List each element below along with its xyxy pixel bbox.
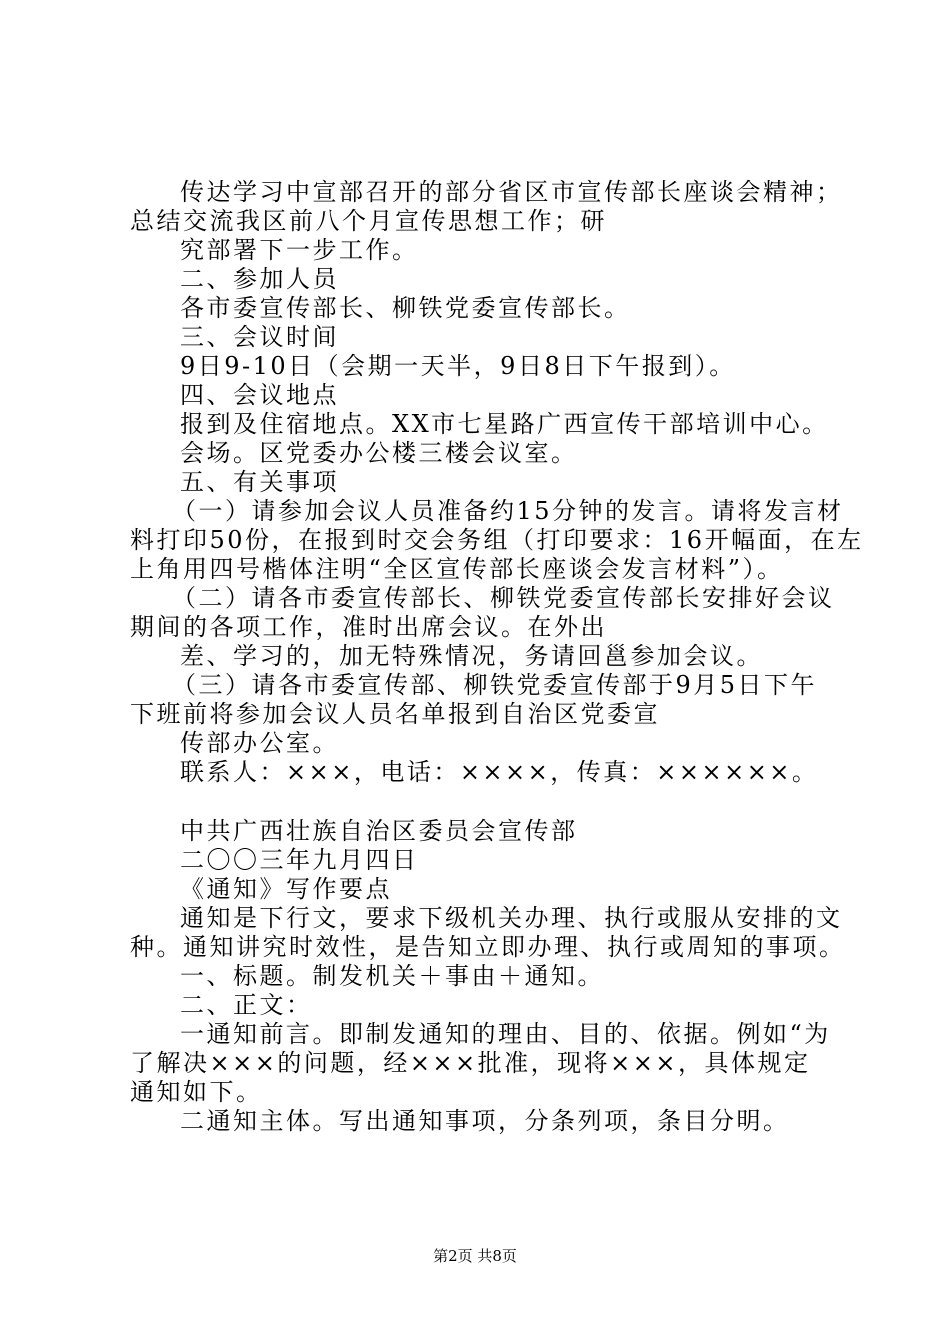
date-line: 二〇〇三年九月四日 xyxy=(180,846,419,874)
paragraph-line: 通知如下。 xyxy=(130,1078,263,1106)
paragraph-line: 种。通知讲究时效性，是告知立即办理、执行或周知的事项。 xyxy=(130,933,846,961)
paragraph-line: 料打印50份，在报到时交会务组（打印要求：16开幅面，在左 xyxy=(130,526,864,554)
paragraph-line: 下班前将参加会议人员名单报到自治区党委宣 xyxy=(130,700,660,728)
section-heading: 四、会议地点 xyxy=(180,381,339,409)
paragraph-line: （三）请各市委宣传部、柳铁党委宣传部于9月5日下午 xyxy=(172,671,818,699)
paragraph-line: 一通知前言。即制发通知的理由、目的、依据。例如“为 xyxy=(180,1020,831,1048)
paragraph-line: 了解决×××的问题，经×××批准，现将×××，具体规定 xyxy=(130,1049,811,1077)
paragraph-line: 究部署下一步工作。 xyxy=(180,236,419,264)
blank-line xyxy=(130,787,850,817)
paragraph-line: 一、标题。制发机关＋事由＋通知。 xyxy=(180,962,604,990)
paragraph-line: 上角用四号楷体注明“全区宣传部长座谈会发言材料”）。 xyxy=(130,555,784,583)
paragraph-line: 二、正文： xyxy=(180,991,313,1019)
paragraph-line: 二通知主体。写出通知事项，分条列项，条目分明。 xyxy=(180,1107,790,1135)
paragraph-line: 会场。区党委办公楼三楼会议室。 xyxy=(180,439,578,467)
page-number: 第2页 共8页 xyxy=(433,1247,517,1265)
issuer-line: 中共广西壮族自治区委员会宣传部 xyxy=(180,817,578,845)
paragraph-line: （一）请参加会议人员准备约15分钟的发言。请将发言材 xyxy=(172,497,844,525)
paragraph-line: 通知是下行文，要求下级机关办理、执行或服从安排的文 xyxy=(180,904,843,932)
paragraph-line: （二）请各市委宣传部长、柳铁党委宣传部长安排好会议 xyxy=(172,584,835,612)
section-heading: 《通知》写作要点 xyxy=(180,875,392,903)
section-heading: 三、会议时间 xyxy=(180,323,339,351)
contact-line: 联系人：×××，电话：××××，传真：××××××。 xyxy=(180,758,819,786)
paragraph-line: 各市委宣传部长、柳铁党委宣传部长。 xyxy=(180,294,631,322)
paragraph-line: 传达学习中宣部召开的部分省区市宣传部长座谈会精神； xyxy=(180,178,843,206)
paragraph-line: 报到及住宿地点。XX市七星路广西宣传干部培训中心。 xyxy=(180,410,829,438)
section-heading: 五、有关事项 xyxy=(180,468,339,496)
paragraph-line: 传部办公室。 xyxy=(180,729,339,757)
paragraph-line: 期间的各项工作，准时出席会议。在外出 xyxy=(130,613,607,641)
paragraph-line: 9日9-10日（会期一天半，9日8日下午报到）。 xyxy=(180,352,736,380)
document-body xyxy=(130,178,864,1136)
paragraph-line: 差、学习的，加无特殊情况，务请回邕参加会议。 xyxy=(180,642,763,670)
section-heading: 二、参加人员 xyxy=(180,265,339,293)
paragraph-line: 总结交流我区前八个月宣传思想工作；研 xyxy=(130,207,607,235)
